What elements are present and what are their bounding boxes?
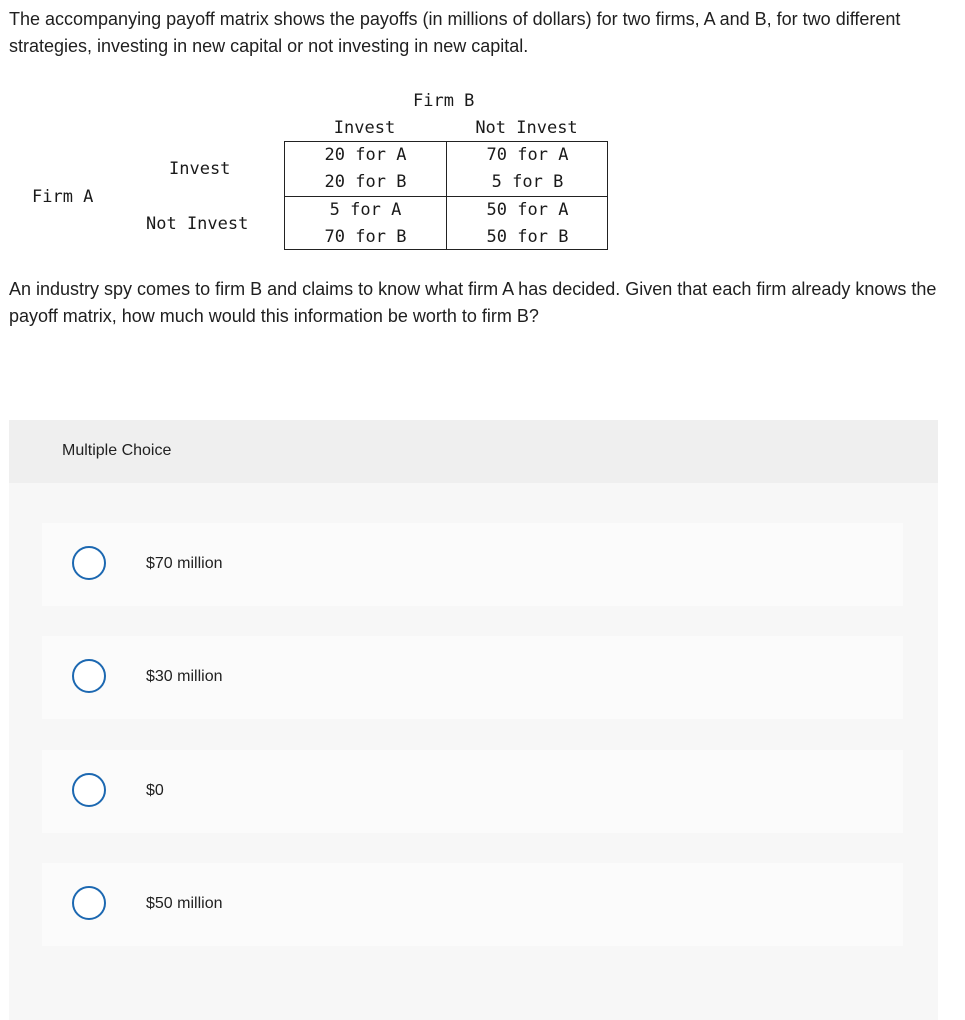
answer-option[interactable]	[42, 750, 903, 833]
payoff-a: 70 for A	[486, 145, 569, 165]
payoff-grid	[284, 141, 608, 250]
payoff-a: 50 for A	[486, 200, 569, 220]
answer-option-label: $0	[146, 782, 164, 799]
answer-option[interactable]	[42, 636, 903, 719]
payoff-cell-invest-notinvest	[447, 142, 608, 196]
column-header-not-invest: Not Invest	[475, 118, 578, 138]
radio-button-icon[interactable]	[72, 886, 106, 920]
answer-option-label: $30 million	[146, 668, 223, 685]
payoff-a: 20 for A	[324, 145, 407, 165]
payoff-cell-notinvest-notinvest	[447, 197, 608, 251]
row-player-label: Firm A	[32, 187, 94, 207]
column-player-label: Firm B	[413, 91, 475, 111]
answer-option[interactable]	[42, 863, 903, 946]
payoff-cell-invest-invest	[285, 142, 446, 196]
radio-button-icon[interactable]	[72, 773, 106, 807]
answer-option[interactable]	[42, 523, 903, 606]
payoff-b: 70 for B	[324, 227, 407, 247]
radio-button-icon[interactable]	[72, 659, 106, 693]
answer-option-label: $50 million	[146, 895, 223, 912]
question-intro: The accompanying payoff matrix shows the payoffs (in millions of dollars) for two firms, A and B, for two different strategies, investing in new capital or not investing in new capital.	[9, 9, 901, 56]
multiple-choice-header	[9, 420, 938, 483]
multiple-choice-title: Multiple Choice	[62, 442, 172, 459]
row-header-invest: Invest	[169, 159, 231, 179]
payoff-b: 20 for B	[324, 172, 407, 192]
column-header-invest: Invest	[333, 118, 396, 138]
payoff-a: 5 for A	[329, 200, 402, 220]
payoff-b: 50 for B	[486, 227, 569, 247]
row-header-not-invest: Not Invest	[146, 214, 249, 234]
question-prompt: An industry spy comes to firm B and claims to know what firm A has decided. Given that each firm already knows the payoff matrix, how much would this information be worth to firm B?	[9, 279, 937, 326]
payoff-b: 5 for B	[491, 172, 564, 192]
radio-button-icon[interactable]	[72, 546, 106, 580]
answer-option-label: $70 million	[146, 555, 223, 572]
payoff-cell-notinvest-invest	[285, 197, 446, 251]
multiple-choice-panel	[9, 420, 938, 1020]
